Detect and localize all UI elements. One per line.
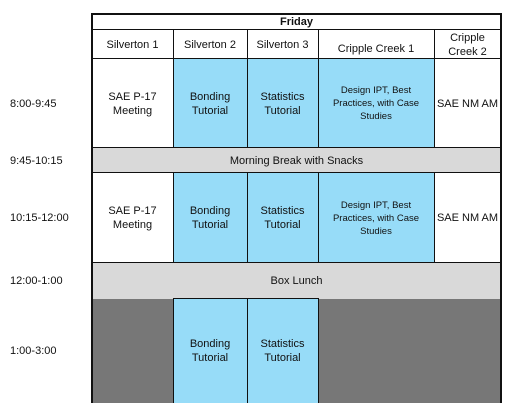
grid-line-lunch-top [92,262,501,263]
grid-left-border [91,13,93,403]
session-silverton1-slot2: SAE P-17 Meeting [92,173,173,263]
grid-line-break-top [92,147,501,148]
session-cc1-slot1: Design IPT, Best Practices, with Case Studies [318,59,434,148]
session-cc2-slot1: SAE NM AM [434,59,501,148]
session-cc1-slot2: Design IPT, Best Practices, with Case Studies [318,173,434,263]
grid-line-rooms [92,58,501,59]
grid-col-1a [173,29,174,148]
grid-line-header [92,29,501,30]
session-silverton2-slot2: Bonding Tutorial [173,173,247,263]
time-slot-1: 8:00-9:45 [10,97,57,110]
session-silverton3-slot1: Statistics Tutorial [247,59,318,148]
grid-line-lunch-bottom [173,298,318,299]
session-silverton3-slot2: Statistics Tutorial [247,173,318,263]
grid-col-1c [173,298,174,403]
day-title: Friday [279,16,313,28]
grid-top-border [91,13,502,15]
time-slot-break: 9:45-10:15 [10,154,63,167]
session-silverton3-slot3: Statistics Tutorial [247,299,318,403]
time-slot-2: 10:15-12:00 [10,212,69,224]
session-silverton1-slot1: SAE P-17 Meeting [92,59,173,148]
grid-col-2b [247,172,248,263]
unused-cripple-creek-slot3 [318,299,501,403]
room-header-cripple-creek-1: Cripple Creek 1 [337,42,415,55]
room-header-silverton-2: Silverton 2 [184,38,236,51]
session-silverton2-slot1: Bonding Tutorial [173,59,247,148]
session-cc2-slot2: SAE NM AM [434,173,501,263]
room-header-silverton-3: Silverton 3 [256,38,309,51]
lunch-bar: Box Lunch [92,263,501,299]
grid-right-border [500,13,502,403]
unused-silverton1-slot3 [92,299,173,403]
time-slot-lunch: 12:00-1:00 [10,275,63,287]
grid-col-2c [247,298,248,403]
grid-line-break-bottom [92,172,501,173]
grid-col-3a [318,29,319,148]
room-header-cripple-creek-2: Cripple Creek 2 [448,31,487,58]
time-slot-3: 1:00-3:00 [10,344,57,357]
grid-col-2a [247,29,248,148]
room-header-silverton-1: Silverton 1 [106,38,159,51]
grid-col-4a [434,29,435,148]
grid-col-4b [434,172,435,263]
grid-col-3b [318,172,319,263]
session-silverton2-slot3: Bonding Tutorial [173,299,247,403]
morning-break-bar: Morning Break with Snacks [92,148,501,173]
grid-col-3c [318,298,319,403]
grid-col-1b [173,172,174,263]
